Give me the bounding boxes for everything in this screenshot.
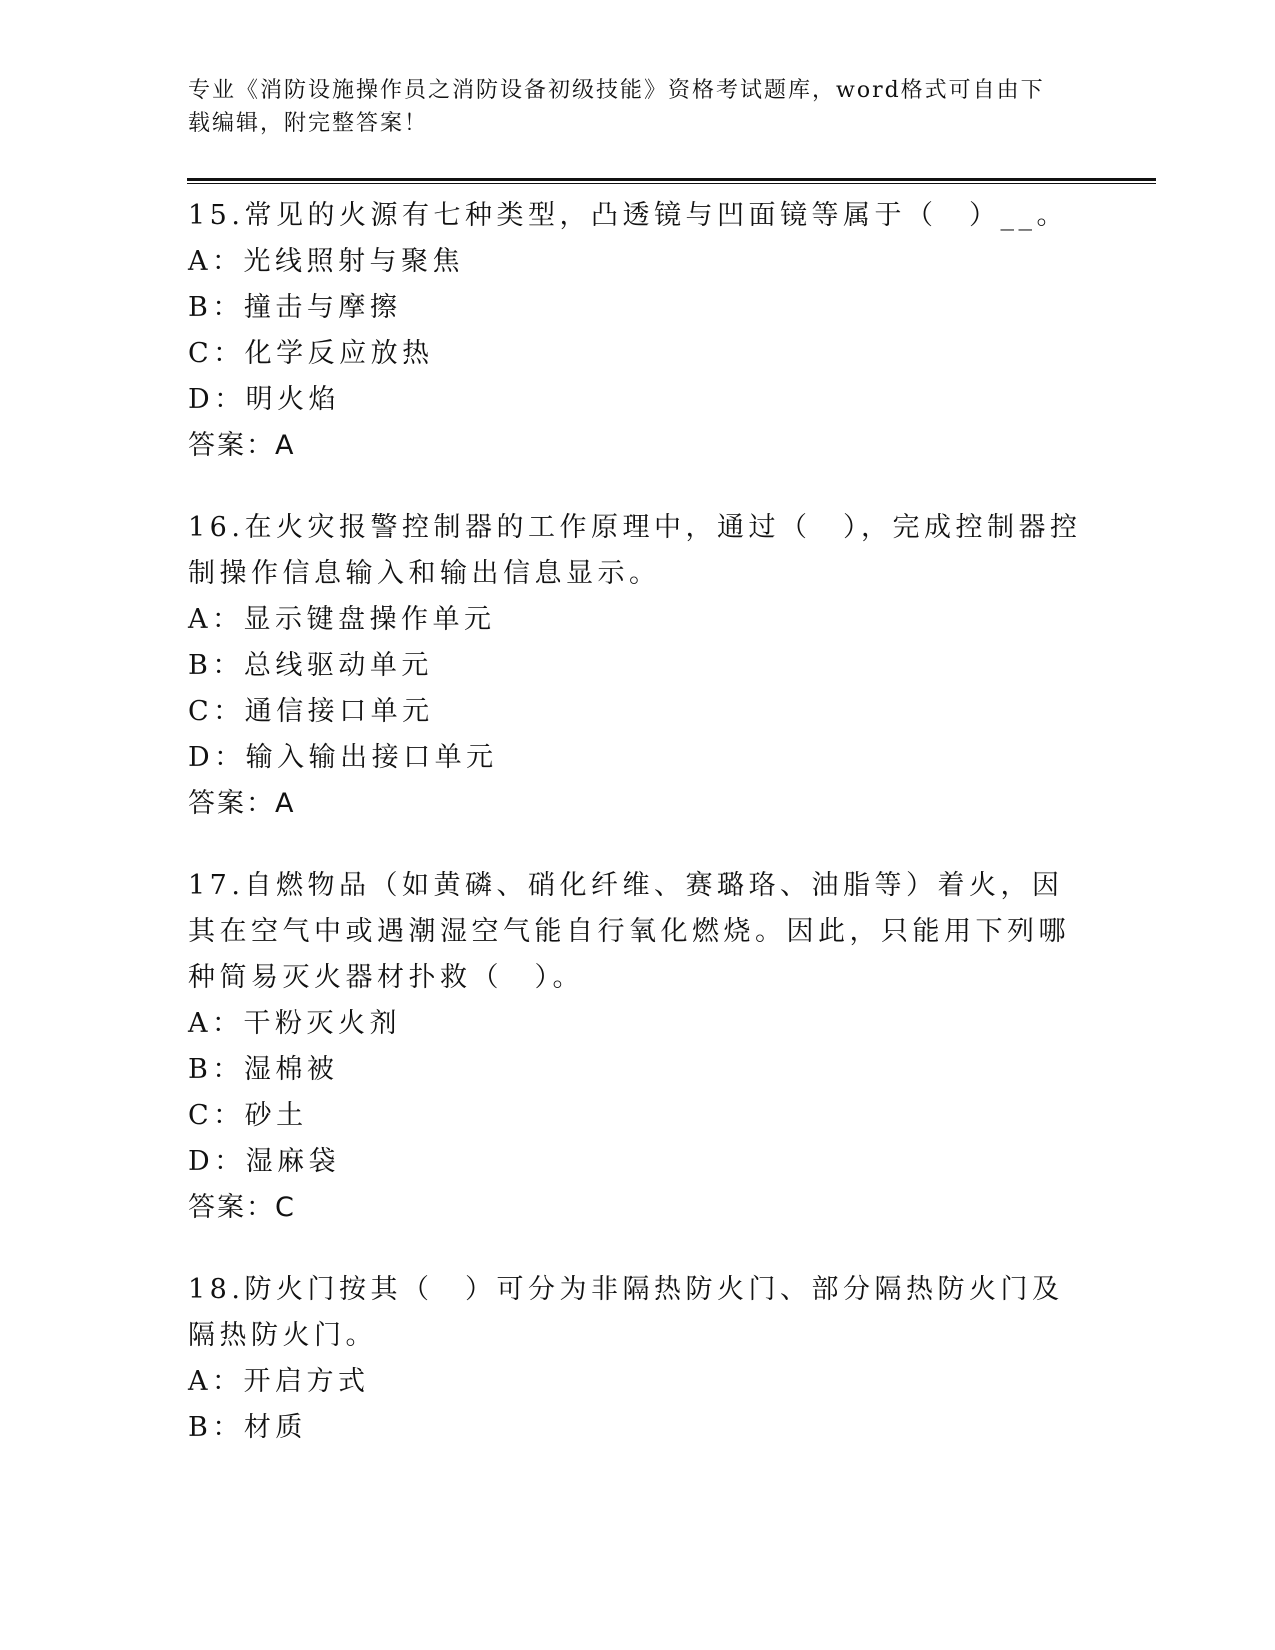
option-a: A：显示键盘操作单元	[188, 604, 496, 635]
option-d: D：明火焰	[188, 384, 341, 415]
option-c: C：通信接口单元	[188, 696, 434, 727]
header-line-2: 载编辑，附完整答案！	[188, 111, 429, 136]
option-d: D：输入输出接口单元	[188, 742, 498, 773]
answer-line: 答案：A	[188, 788, 296, 819]
header-line-1: 专业《消防设施操作员之消防设备初级技能》资格考试题库，word格式可自由下	[188, 78, 1045, 103]
header-divider-thick	[187, 178, 1156, 181]
option-b: B：总线驱动单元	[188, 650, 433, 681]
question-text: 15.常见的火源有七种类型，凸透镜与凹面镜等属于（ ）__。	[188, 200, 1068, 231]
option-b: B：湿棉被	[188, 1054, 339, 1085]
answer-line: 答案：C	[188, 1192, 296, 1223]
option-a: A：干粉灭火剂	[188, 1008, 401, 1039]
question-list	[188, 193, 1088, 1487]
question-16	[188, 505, 1088, 827]
option-c: C：砂土	[188, 1100, 308, 1131]
question-17	[188, 863, 1088, 1231]
option-b: B：材质	[188, 1412, 307, 1443]
option-b: B：撞击与摩擦	[188, 292, 402, 323]
option-d: D：湿麻袋	[188, 1146, 341, 1177]
option-c: C：化学反应放热	[188, 338, 434, 369]
option-a: A：开启方式	[188, 1366, 370, 1397]
question-18	[188, 1267, 1088, 1451]
question-text: 18.防火门按其（ ）可分为非隔热防火门、部分隔热防火门及隔热防火门。	[188, 1274, 1064, 1351]
question-15	[188, 193, 1088, 469]
option-a: A：光线照射与聚焦	[188, 246, 464, 277]
document-header	[188, 74, 1068, 140]
answer-line: 答案：A	[188, 430, 296, 461]
question-text: 16.在火灾报警控制器的工作原理中，通过（ ），完成控制器控制操作信息输入和输出信息显示。	[188, 512, 1082, 589]
header-divider-thin	[187, 183, 1156, 184]
question-text: 17.自燃物品（如黄磷、硝化纤维、赛璐珞、油脂等）着火，因其在空气中或遇潮湿空气能自行氧化燃烧。因此，只能用下列哪种简易灭火器材扑救（ ）。	[188, 870, 1070, 993]
